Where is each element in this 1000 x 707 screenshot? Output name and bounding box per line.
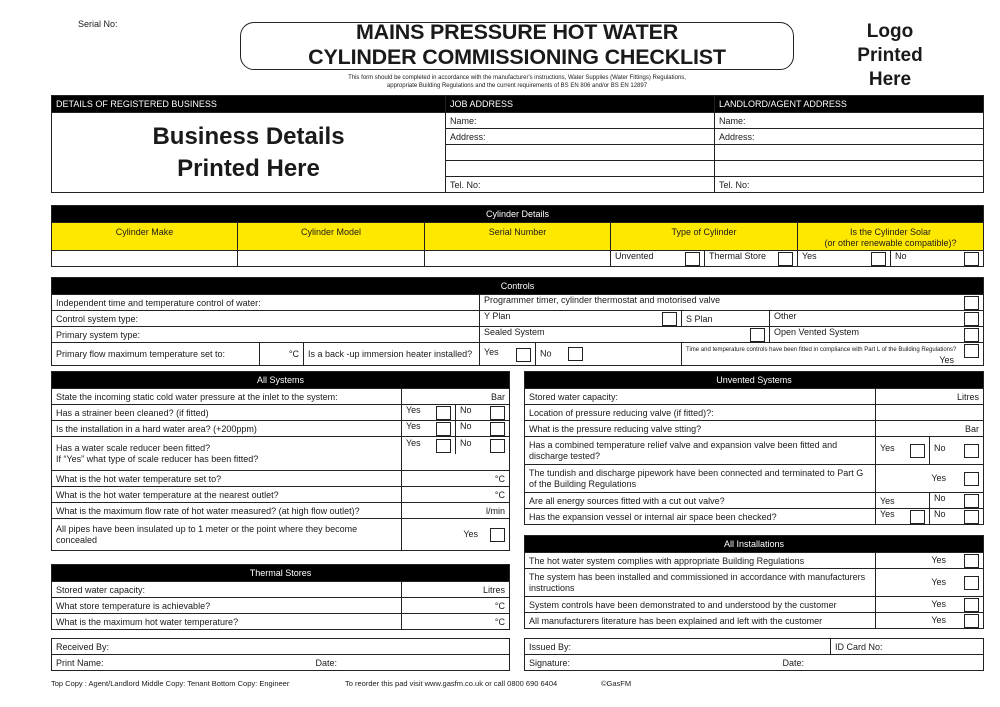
print-name-field[interactable]: Print Name: — [52, 655, 312, 671]
scale-reducer-line-1: Has a water scale reducer been fitted? — [56, 442, 211, 453]
solar-header-line-1: Is the Cylinder Solar — [850, 227, 932, 237]
solar-header — [798, 223, 984, 251]
prv-location-question: Location of pressure reducing valve (if fitted)?: — [525, 405, 876, 421]
open-vented-checkbox[interactable] — [964, 328, 979, 342]
literature-question: All manufacturers literature has been explained and left with the customer — [525, 613, 876, 629]
commissioned-option[interactable] — [876, 569, 984, 597]
yes-label: Yes — [931, 554, 946, 565]
solar-header-line-2: (or other renewable compatible)? — [824, 238, 957, 248]
landlord-address-line-2[interactable] — [715, 145, 984, 161]
solar-yes-option[interactable] — [798, 251, 891, 267]
expansion-vessel-no-checkbox[interactable] — [964, 510, 979, 524]
part-l-checkbox[interactable] — [964, 344, 979, 358]
other-checkbox[interactable] — [964, 312, 979, 326]
yes-label: Yes — [880, 495, 895, 506]
solar-no-label: No — [895, 251, 907, 261]
solar-yes-label: Yes — [802, 251, 817, 261]
relief-valve-yes-option[interactable] — [876, 437, 930, 465]
no-label: No — [934, 509, 946, 519]
type-of-cylinder-header: Type of Cylinder — [611, 223, 798, 251]
s-plan-label: S Plan — [686, 313, 713, 324]
no-label: No — [934, 493, 946, 503]
yes-label: Yes — [880, 509, 895, 519]
job-address-field[interactable]: Address: — [446, 129, 715, 145]
title-line-2: CYLINDER COMMISSIONING CHECKLIST — [308, 45, 726, 69]
literature-checkbox[interactable] — [964, 614, 979, 628]
thermal-stores-table — [51, 564, 510, 630]
hard-water-no-checkbox[interactable] — [490, 422, 505, 436]
expansion-vessel-question: Has the expansion vessel or internal air space been checked? — [525, 509, 876, 525]
yes-label: Yes — [406, 437, 421, 448]
all-installations-header: All Installations — [525, 536, 984, 553]
immersion-yes-checkbox[interactable] — [516, 348, 531, 362]
business-line-2: Printed Here — [177, 154, 320, 182]
energy-cutout-yes-option[interactable] — [876, 493, 930, 509]
programmer-checkbox[interactable] — [964, 296, 979, 310]
landlord-header: LANDLORD/AGENT ADDRESS — [715, 96, 984, 113]
job-address-line-3[interactable] — [446, 161, 715, 177]
serial-number-label: Serial No: — [78, 19, 118, 29]
thermal-store-checkbox[interactable] — [778, 252, 793, 266]
title-line-1: MAINS PRESSURE HOT WATER — [355, 20, 679, 44]
all-systems-header: All Systems — [52, 372, 510, 389]
scale-reducer-yes-option[interactable] — [402, 437, 456, 454]
controls-demonstrated-question: System controls have been demonstrated to and understood by the customer — [525, 597, 876, 613]
nearest-outlet-temp-field[interactable]: °C — [402, 487, 510, 503]
y-plan-label: Y Plan — [484, 311, 511, 321]
expansion-vessel-yes-checkbox[interactable] — [910, 510, 925, 524]
ts-max-temp-question: What is the maximum hot water temperature? — [52, 614, 402, 630]
literature-option[interactable] — [876, 613, 984, 629]
received-by-field[interactable]: Received By: — [52, 639, 510, 655]
flow-rate-field[interactable]: l/min — [402, 503, 510, 519]
yes-label: Yes — [463, 528, 478, 539]
part-l-option[interactable] — [682, 343, 984, 366]
landlord-name-field[interactable]: Name: — [715, 113, 984, 129]
unvented-checkbox[interactable] — [685, 252, 700, 266]
strainer-question: Has a strainer been cleaned? (if fitted) — [52, 405, 402, 421]
issued-date-field[interactable]: Date: — [779, 655, 984, 671]
hot-water-temp-question: What is the hot water temperature set to? — [52, 471, 402, 487]
no-label: No — [460, 405, 472, 415]
hot-water-temp-field[interactable]: °C — [402, 471, 510, 487]
scale-reducer-no-checkbox[interactable] — [490, 439, 505, 453]
part-l-question: Time and temperature controls have been fitted in compliance with Part L of the Building Regulations? — [686, 347, 957, 353]
hard-water-question: Is the installation in a hard water area? (+200ppm) — [52, 421, 402, 437]
scale-reducer-line-2: If “Yes” what type of scale reducer has been fitted? — [56, 453, 259, 464]
relief-valve-no-option[interactable] — [930, 437, 984, 465]
cylinder-model-field[interactable] — [238, 251, 425, 267]
primary-system-type-label: Primary system type: — [52, 327, 480, 343]
logo-line-1: Logo — [866, 21, 914, 42]
energy-cutout-no-checkbox[interactable] — [964, 494, 979, 508]
prv-setting-field[interactable]: Bar — [876, 421, 984, 437]
sealed-system-option[interactable] — [480, 327, 770, 343]
prv-location-field[interactable] — [876, 405, 984, 421]
copies-note: Top Copy : Agent/Landlord Middle Copy: Tenant Bottom Copy: Engineer — [51, 679, 290, 688]
expansion-vessel-no-option[interactable] — [930, 509, 984, 525]
ts-store-temp-question: What store temperature is achievable? — [52, 598, 402, 614]
pipes-insulated-option[interactable] — [402, 519, 510, 551]
cylinder-details-table — [51, 205, 984, 267]
scale-reducer-question — [52, 437, 402, 471]
primary-flow-temp-label: Primary flow maximum temperature set to: — [52, 343, 260, 366]
solar-no-option[interactable] — [891, 251, 984, 267]
logo-line-3: Here — [868, 69, 912, 90]
reorder-note: To reorder this pad visit www.gasfm.co.uk or call 0800 690 6404 — [345, 679, 558, 688]
job-address-header: JOB ADDRESS — [446, 96, 715, 113]
thermal-store-label: Thermal Store — [709, 251, 767, 261]
received-by-table — [51, 638, 510, 671]
immersion-yes-option[interactable] — [480, 343, 536, 366]
expansion-vessel-yes-option[interactable] — [876, 509, 930, 525]
cylinder-model-header: Cylinder Model — [238, 223, 425, 251]
yes-label: Yes — [406, 405, 421, 415]
scale-reducer-type-field[interactable] — [402, 454, 510, 471]
subtitle-line-2: appropriate Building Regulations and the current requirements of BS EN 806 and/or BS EN 12897 — [386, 83, 648, 89]
no-label: No — [934, 443, 946, 453]
immersion-heater-question: Is a back -up immersion heater installed? — [304, 343, 480, 366]
strainer-yes-checkbox[interactable] — [436, 406, 451, 420]
business-line-1: Business Details — [152, 122, 345, 150]
open-vented-label: Open Vented System — [774, 327, 860, 337]
type-unvented-option[interactable] — [611, 251, 705, 267]
building-regs-checkbox[interactable] — [964, 554, 979, 568]
yes-label: Yes — [406, 421, 421, 431]
yes-label: Yes — [931, 576, 946, 587]
immersion-no-label: No — [540, 348, 552, 359]
strainer-no-checkbox[interactable] — [490, 406, 505, 420]
y-plan-option[interactable] — [480, 311, 682, 327]
issued-by-table — [524, 638, 984, 671]
cylinder-make-header: Cylinder Make — [52, 223, 238, 251]
relief-valve-no-checkbox[interactable] — [964, 444, 979, 458]
part-l-yes-label: Yes — [939, 355, 955, 365]
tundish-checkbox[interactable] — [964, 472, 979, 486]
pipes-insulated-checkbox[interactable] — [490, 528, 505, 542]
programmer-label: Programmer timer, cylinder thermostat and motorised valve — [484, 295, 721, 305]
landlord-address-line-3[interactable] — [715, 161, 984, 177]
unvented-systems-table — [524, 371, 984, 525]
prv-setting-question: What is the pressure reducing valve stting? — [525, 421, 876, 437]
scale-reducer-yes-checkbox[interactable] — [436, 439, 451, 453]
cylinder-make-field[interactable] — [52, 251, 238, 267]
scale-reducer-no-option[interactable] — [456, 437, 510, 454]
id-card-field[interactable]: ID Card No: — [831, 639, 984, 655]
tundish-option[interactable] — [876, 465, 984, 493]
immersion-no-option[interactable] — [536, 343, 682, 366]
copyright: ©GasFM — [601, 679, 632, 688]
other-label: Other — [774, 311, 797, 321]
serial-number-field[interactable] — [425, 251, 611, 267]
strainer-yes-option[interactable] — [402, 405, 456, 421]
building-regs-option[interactable] — [876, 553, 984, 569]
hard-water-yes-option[interactable] — [402, 421, 456, 437]
uv-capacity-field[interactable]: Litres — [876, 389, 984, 405]
ts-capacity-question: Stored water capacity: — [52, 582, 402, 598]
other-option[interactable] — [770, 311, 984, 327]
cold-water-pressure-field[interactable]: Bar — [402, 389, 510, 405]
cylinder-details-header: Cylinder Details — [52, 206, 984, 223]
sealed-system-label: Sealed System — [484, 327, 545, 337]
thermal-stores-header: Thermal Stores — [52, 565, 510, 582]
type-thermal-store-option[interactable] — [705, 251, 798, 267]
business-header: DETAILS OF REGISTERED BUSINESS — [52, 96, 446, 113]
cold-water-pressure-question: State the incoming static cold water pressure at the inlet to the system: — [52, 389, 402, 405]
commissioned-question: The system has been installed and commissioned in accordance with manufacturers instructions — [525, 569, 876, 597]
landlord-address-field[interactable]: Address: — [715, 129, 984, 145]
nearest-outlet-temp-question: What is the hot water temperature at the nearest outlet? — [52, 487, 402, 503]
yes-label: Yes — [931, 598, 946, 609]
programmer-option[interactable] — [480, 295, 984, 311]
uv-capacity-question: Stored water capacity: — [525, 389, 876, 405]
job-name-field[interactable]: Name: — [446, 113, 715, 129]
ts-store-temp-field[interactable]: °C — [402, 598, 510, 614]
serial-number-header: Serial Number — [425, 223, 611, 251]
relief-valve-question: Has a combined temperature relief valve and expansion valve been fitted and discharge tested? — [525, 437, 876, 465]
controls-demonstrated-option[interactable] — [876, 597, 984, 613]
logo-placeholder — [830, 20, 950, 92]
landlord-tel-field[interactable]: Tel. No: — [715, 177, 984, 193]
immersion-no-checkbox[interactable] — [568, 347, 583, 361]
tundish-question: The tundish and discharge pipework have been connected and terminated to Part G of the Building Regulations — [525, 465, 876, 493]
independent-control-label: Independent time and temperature control of water: — [52, 295, 480, 311]
controls-table — [51, 277, 984, 366]
yes-label: Yes — [931, 472, 947, 483]
hard-water-no-option[interactable] — [456, 421, 510, 437]
control-system-type-label: Control system type: — [52, 311, 480, 327]
commissioned-checkbox[interactable] — [964, 576, 979, 590]
building-regs-question: The hot water system complies with appropriate Building Regulations — [525, 553, 876, 569]
yes-label: Yes — [880, 443, 895, 453]
all-installations-table — [524, 535, 984, 629]
signature-field[interactable]: Signature: — [525, 655, 779, 671]
no-label: No — [460, 421, 472, 431]
hard-water-yes-checkbox[interactable] — [436, 422, 451, 436]
immersion-yes-label: Yes — [484, 346, 499, 357]
details-table — [51, 95, 984, 193]
all-systems-table — [51, 371, 510, 551]
s-plan-option[interactable] — [682, 311, 770, 327]
no-label: No — [460, 437, 472, 448]
job-address-line-2[interactable] — [446, 145, 715, 161]
solar-yes-checkbox[interactable] — [871, 252, 886, 266]
relief-valve-yes-checkbox[interactable] — [910, 444, 925, 458]
form-subtitle — [240, 74, 794, 90]
unvented-label: Unvented — [615, 251, 654, 261]
ts-capacity-field[interactable]: Litres — [402, 582, 510, 598]
logo-line-2: Printed — [857, 45, 923, 66]
primary-flow-temp-field[interactable]: °C — [260, 343, 304, 366]
energy-cutout-no-option[interactable] — [930, 493, 984, 509]
energy-cutout-question: Are all energy sources fitted with a cut out valve? — [525, 493, 876, 509]
job-tel-field[interactable]: Tel. No: — [446, 177, 715, 193]
y-plan-checkbox[interactable] — [662, 312, 677, 326]
strainer-no-option[interactable] — [456, 405, 510, 421]
ts-max-temp-field[interactable]: °C — [402, 614, 510, 630]
controls-demonstrated-checkbox[interactable] — [964, 598, 979, 612]
yes-label: Yes — [931, 614, 946, 625]
pipes-insulated-question: All pipes have been insulated up to 1 meter or the point where they become concealed — [52, 519, 402, 551]
received-date-field[interactable]: Date: — [312, 655, 510, 671]
open-vented-option[interactable] — [770, 327, 984, 343]
solar-no-checkbox[interactable] — [964, 252, 979, 266]
form-title — [240, 20, 794, 70]
issued-by-field[interactable]: Issued By: — [525, 639, 831, 655]
flow-rate-question: What is the maximum flow rate of hot water measured? (at high flow outlet)? — [52, 503, 402, 519]
controls-header: Controls — [52, 278, 984, 295]
unvented-header: Unvented Systems — [525, 372, 984, 389]
sealed-system-checkbox[interactable] — [750, 328, 765, 342]
subtitle-line-1: This form should be completed in accordance with the manufacturer's instructions, Water Supplies (Water Fittings) Regulations, — [348, 75, 686, 81]
business-details — [52, 113, 446, 193]
